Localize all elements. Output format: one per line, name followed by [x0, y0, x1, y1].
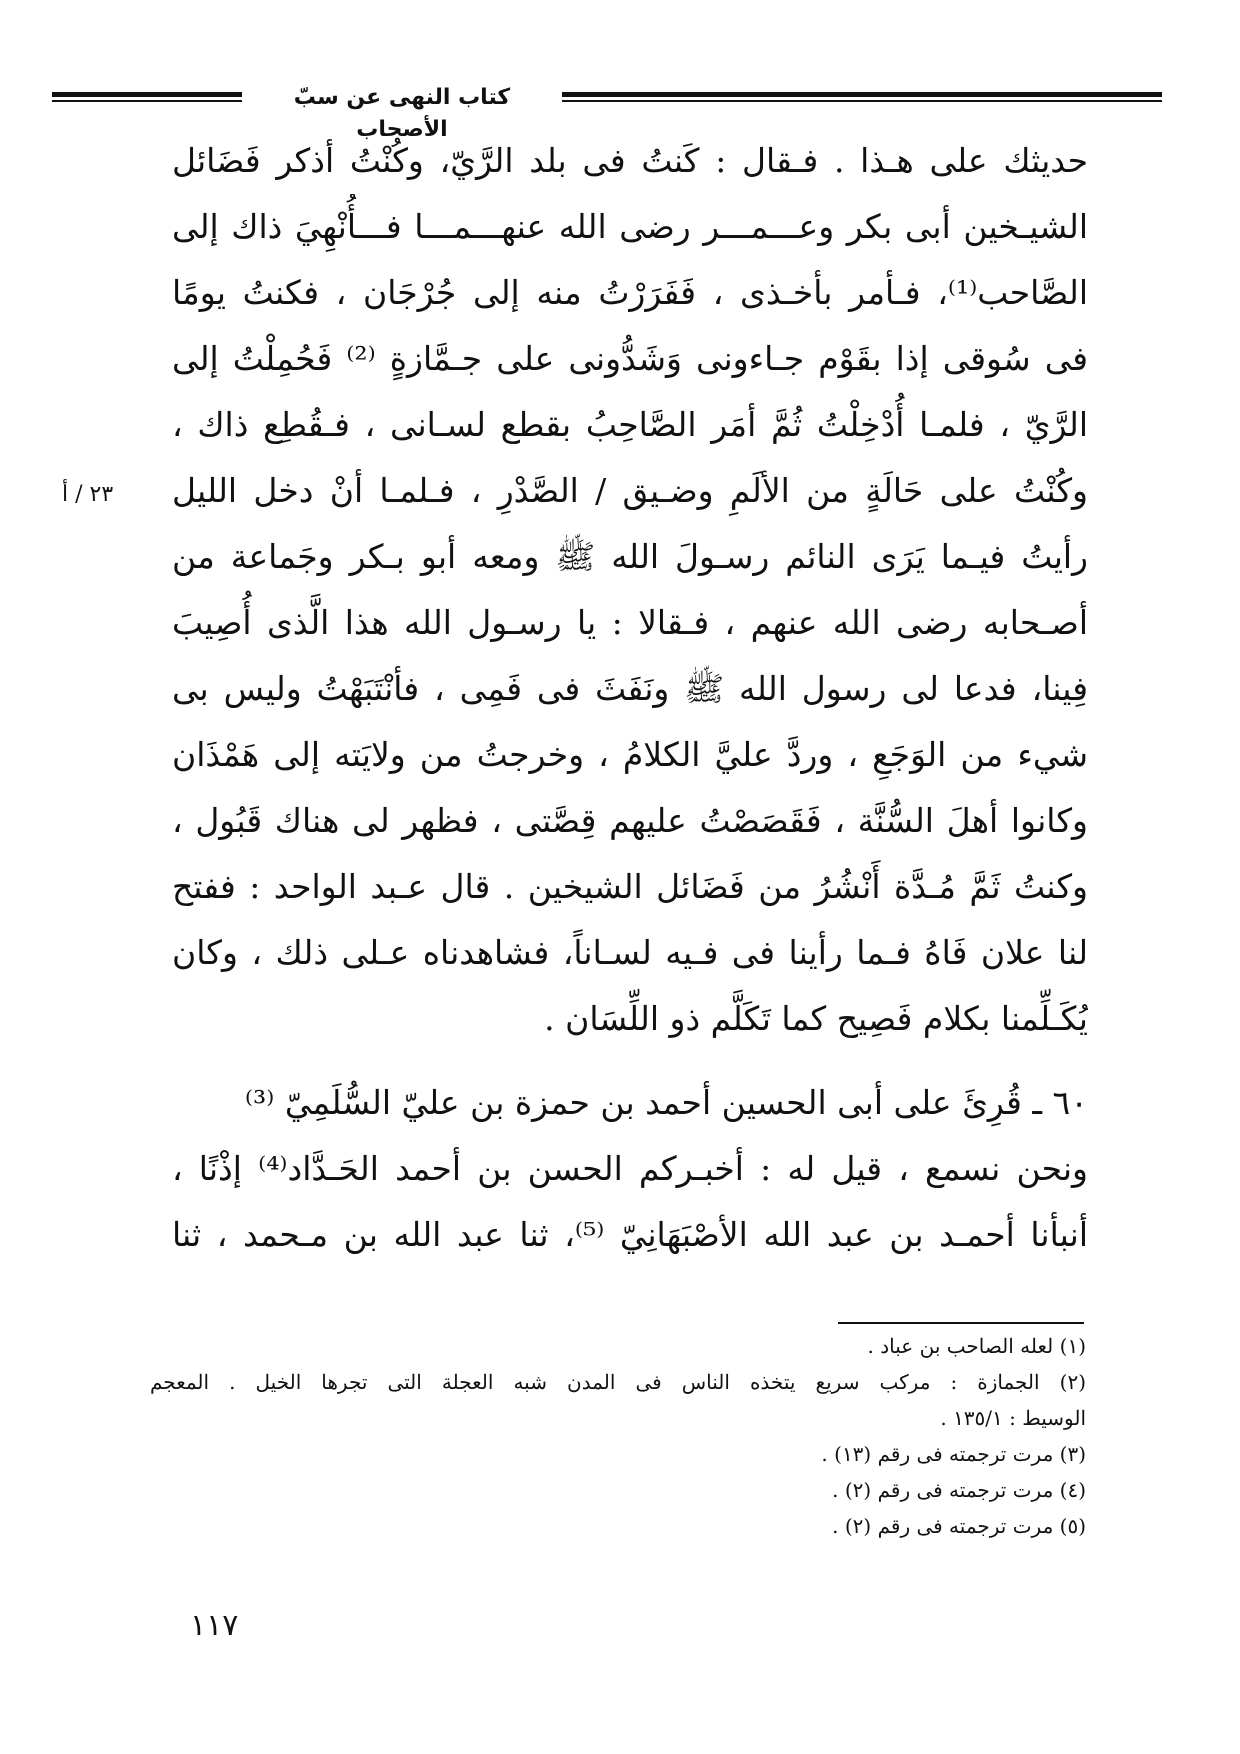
footnote: (٤) مرت ترجمته فى رقم (٢) . [832, 1478, 1086, 1502]
text-line: وكنتُ ثَمَّ مُـدَّة أَنْشُرُ من فَضَائل الشيخين . قال عـبد الواحد : ففتح [172, 867, 1088, 906]
text-line: فى سُوقى إذا بقَوْم جـاءونى وَشَدُّونى على جـمَّازةٍ ⁽²⁾ فَحُمِلْتُ إلى [172, 339, 1088, 378]
text-line: وكانوا أهلَ السُّنَّة ، فَقَصَصْتُ عليهم قِصَّتى ، فظهر لى هناك قَبُول ، [172, 801, 1088, 840]
footnote: (١) لعله الصاحب بن عباد . [867, 1334, 1086, 1358]
header-title: كتاب النهى عن سبّ الأصحاب [293, 85, 511, 142]
main-text [172, 128, 1088, 1268]
footnote: (٢) الجمازة : مركب سريع يتخذه الناس فى المدن شبه العجلة التى تجرها الخيل . المعجم [150, 1370, 1086, 1394]
text-line: رأيتُ فيـما يَرَى النائم رسـولَ الله ﷺ ومعه أبو بـكر وجَماعة من [172, 537, 1088, 576]
footnote-continuation: الوسيط : ١٣٥/١ . [940, 1406, 1086, 1430]
header-rule-left [52, 92, 242, 106]
text-line: لنا علان فَاهُ فـما رأينا فى فـيه لسـاناً، فشاهدناه عـلى ذلك ، وكان [172, 933, 1088, 972]
footnote-divider [838, 1322, 1084, 1324]
text-line: أنبأنا أحمـد بن عبد الله الأصْبَهَانِيّ ⁽⁵⁾، ثنا عبد الله بن مـحمد ، ثنا [172, 1215, 1088, 1254]
text-line: فِينا، فدعا لى رسول الله ﷺ ونَفَثَ فى فَمِى ، فأنْتَبَهْتُ وليس بى [172, 669, 1088, 708]
text-line: حديثك على هـذا . فـقال : كَنتُ فى بلد الرَّيّ، وكُنْتُ أذكر فَضَائل [172, 141, 1088, 180]
text-line: ونحن نسمع ، قيل له : أخبـركم الحسن بن أحمد الحَـدَّاد⁽⁴⁾ إذْنًا ، [172, 1149, 1088, 1188]
header-rule-right [562, 92, 1162, 106]
footnote: (٣) مرت ترجمته فى رقم (١٣) . [821, 1442, 1086, 1466]
footnotes [150, 1328, 1086, 1544]
hadith-heading-line: ٦٠ ـ قُرِئَ على أبى الحسين أحمد بن حمزة بن عليّ السُّلَمِيّ ⁽³⁾ [244, 1083, 1088, 1122]
text-line: شيء من الوَجَعِ ، وردَّ عليَّ الكلامُ ، وخرجتُ من ولايَته إلى هَمْذَان [172, 735, 1088, 774]
text-line: أصـحابه رضى الله عنهم ، فـقالا : يا رسـول الله هذا الَّذى أُصِيبَ [172, 603, 1088, 642]
text-line: الشيـخين أبى بكر وعـــمـــر رضى الله عنهـــمـــا فـــأُنْهِيَ ذاك إلى [172, 207, 1088, 246]
folio-marker: ٢٣ / أ [62, 482, 114, 507]
text-line: وكُنْتُ على حَالَةٍ من الألَمِ وضـيق / الصَّدْرِ ، فـلمـا أنْ دخل الليل [172, 471, 1088, 510]
text-line: يُكَـلِّمنا بكلام فَصِيح كما تَكَلَّم ذو اللِّسَان . [544, 999, 1088, 1038]
text-line: الرَّيّ ، فلمـا أُدْخِلْتُ ثُمَّ أمَر الصَّاحِبُ بقطع لسـانى ، فـقُطِع ذاك ، [172, 405, 1088, 444]
page-number: ١١٧ [190, 1608, 239, 1643]
text-line: الصَّاحب⁽¹⁾، فـأمر بأخـذى ، فَفَرَرْتُ منه إلى جُرْجَان ، فكنتُ يومًا [172, 273, 1088, 312]
section-gap [172, 1052, 1088, 1070]
footnote: (٥) مرت ترجمته فى رقم (٢) . [832, 1514, 1086, 1538]
running-header [52, 82, 1162, 142]
